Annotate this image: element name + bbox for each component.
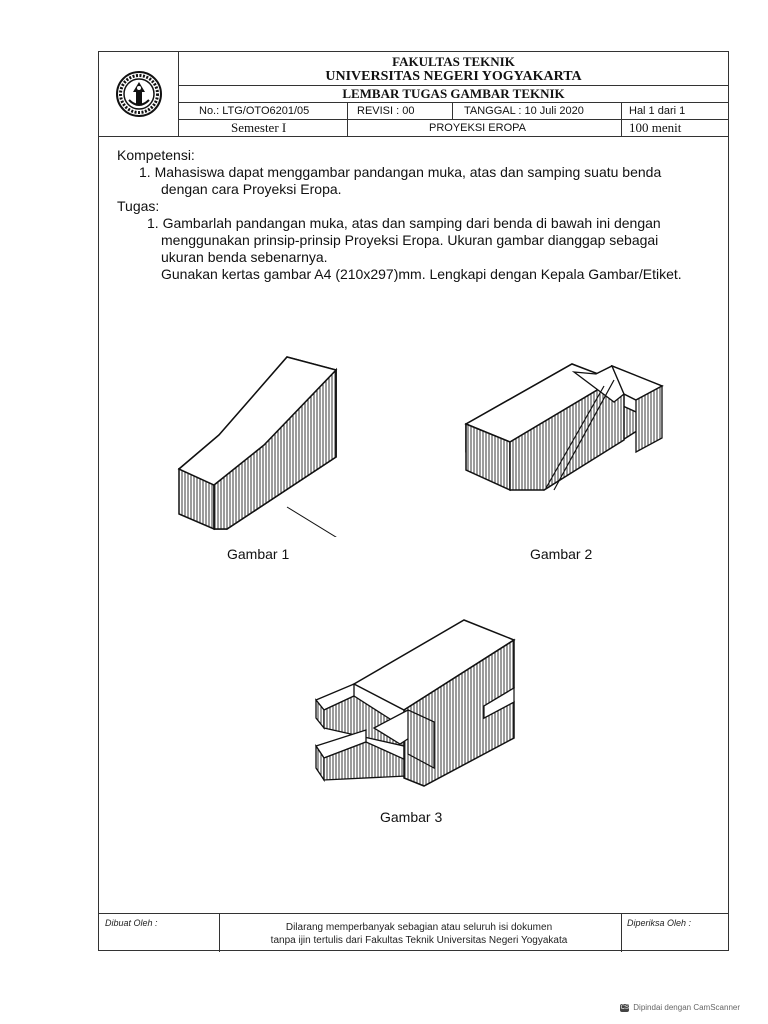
- notice-line: tanpa ijin tertulis dari Fakultas Teknik Universitas Negeri Yogyakata: [270, 935, 568, 946]
- footer-divider: [621, 914, 622, 952]
- kompetensi-item-cont: dengan cara Proyeksi Eropa.: [161, 181, 342, 197]
- figure-3-caption: Gambar 3: [380, 809, 443, 825]
- duration: 100 menit: [629, 120, 682, 135]
- kompetensi-item: 1. Mahasiswa dapat menggambar pandangan muka, atas dan samping suatu benda: [139, 164, 662, 180]
- figure-1-drawing: [169, 347, 359, 537]
- tugas-line: menggunakan prinsip-prinsip Proyeksi Eropa. Ukuran gambar dianggap sebagai: [161, 232, 659, 248]
- logo-cell: [99, 52, 179, 136]
- sheet-header: [99, 52, 728, 137]
- camscanner-icon: CS: [620, 1004, 629, 1011]
- revision: REVISI : 00: [357, 105, 415, 117]
- page-number: Hal 1 dari 1: [629, 105, 686, 117]
- date: TANGGAL : 10 Juli 2020: [464, 105, 584, 117]
- university-logo-icon: [115, 70, 163, 118]
- figure-1-caption: Gambar 1: [227, 546, 290, 562]
- semester: Semester I: [231, 120, 287, 135]
- figure-3-drawing: [314, 618, 524, 788]
- figure-2-caption: Gambar 2: [530, 546, 593, 562]
- checked-by-label: Diperiksa Oleh :: [627, 918, 692, 928]
- figure-2-drawing: [464, 360, 664, 500]
- kompetensi-heading: Kompetensi:: [117, 147, 195, 163]
- tugas-line: ukuran benda sebenarnya.: [161, 249, 328, 265]
- doc-number: No.: LTG/OTO6201/05: [199, 105, 310, 117]
- sheet-title: LEMBAR TUGAS GAMBAR TEKNIK: [342, 86, 565, 101]
- university-title: UNIVERSITAS NEGERI YOGYAKARTA: [325, 69, 582, 84]
- sheet-footer: [99, 913, 728, 952]
- made-by-label: Dibuat Oleh :: [105, 918, 158, 928]
- assignment-sheet: [98, 51, 729, 951]
- tugas-heading: Tugas:: [117, 198, 160, 214]
- tugas-line: 1. Gambarlah pandangan muka, atas dan samping dari benda di bawah ini dengan: [147, 215, 661, 231]
- footer-divider: [219, 914, 220, 952]
- faculty-title: FAKULTAS TEKNIK: [392, 54, 515, 69]
- watermark-text: Dipindai dengan CamScanner: [633, 1003, 740, 1012]
- topic: PROYEKSI EROPA: [429, 122, 526, 134]
- camscanner-watermark: [620, 1003, 740, 1012]
- column-divider: [452, 102, 453, 119]
- copyright-notice: [229, 921, 609, 947]
- tugas-line: Gunakan kertas gambar A4 (210x297)mm. Lengkapi dengan Kepala Gambar/Etiket.: [161, 266, 682, 282]
- notice-line: Dilarang memperbanyak sebagian atau seluruh isi dokumen: [285, 922, 553, 933]
